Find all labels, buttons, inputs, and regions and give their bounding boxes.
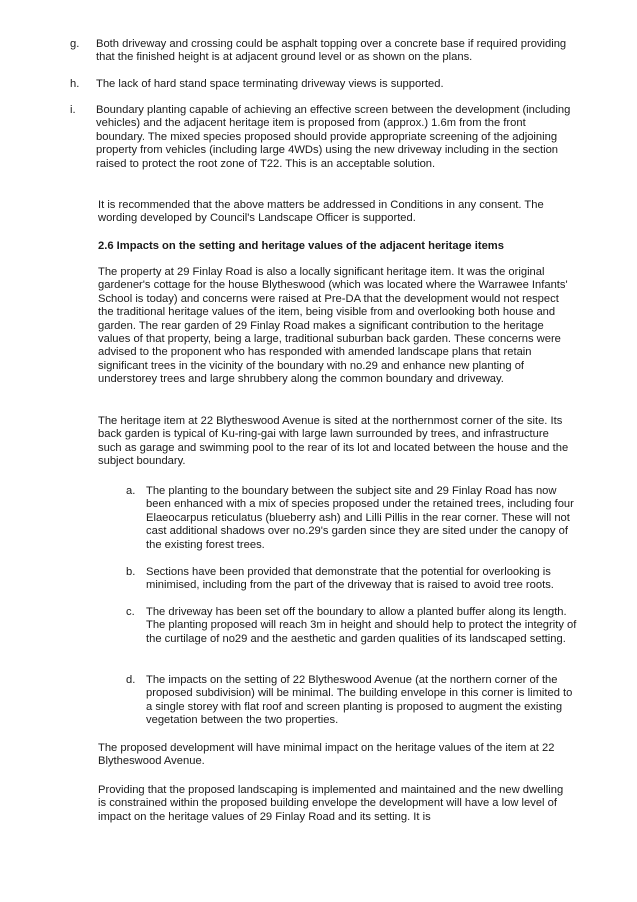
list-marker: h. bbox=[70, 78, 80, 90]
minimal-impact-paragraph: The proposed development will have minimal impact on the heritage values of the item at 22 Blytheswood Avenue. bbox=[98, 742, 555, 768]
sub-item-text: The planting to the boundary between the subject site and 29 Finlay Road has now been enhanced with a mix of species proposed under the retained trees, including four Elaeocarpus reticulatus (blueberry ash) and Lilli Pillis in the rear corner. These will not cast additional shadows over no.29's garden since they are sited under the canopy of the existing forest trees. bbox=[146, 485, 574, 551]
sub-marker: d. bbox=[126, 674, 136, 686]
sub-item-text: The driveway has been set off the boundary to allow a planted buffer along its length. The planting proposed will reach 3m in height and should help to protect the integrity of the curtilage of no29 and the aesthetic and garden qualities of its landscaped setting. bbox=[146, 606, 577, 645]
conclusion-paragraph: Providing that the proposed landscaping is implemented and maintained and the new dwelling is constrained within the proposed building envelope the development will have a low level of impact on the heritage values of 29 Finlay Road and its setting. It is bbox=[98, 784, 564, 823]
list-item-g bbox=[70, 38, 576, 65]
finlay-road-paragraph: The property at 29 Finlay Road is also a locally significant heritage item. It was the original gardener's cottage for the house Blytheswood (which was located where the Warrawee Infants' School is today) and concerns were raised at Pre-DA that the development would not respect the traditional heritage values of the item, being visible from and overlooking both house and garden. The rear garden of 29 Finlay Road makes a significant contribution to the heritage values of that property, being a large, traditional suburban back garden. These concerns were advised to the proponent who has responded with amended landscape plans that retain significant trees in the vicinity of the boundary with no.29 and enhance new planting of understorey trees and large shrubbery along the common boundary and driveway. bbox=[98, 266, 568, 386]
list-marker: g. bbox=[70, 38, 80, 50]
section-heading: 2.6 Impacts on the setting and heritage values of the adjacent heritage items bbox=[98, 240, 504, 252]
sub-marker: c. bbox=[126, 606, 135, 618]
list-item-text: Both driveway and crossing could be asphalt topping over a concrete base if required providing that the finished height is at adjacent ground level or as shown on the plans. bbox=[96, 38, 567, 64]
list-item-h bbox=[70, 78, 576, 91]
sub-item-b bbox=[126, 566, 580, 593]
sub-marker: b. bbox=[126, 566, 136, 578]
sub-item-text: The impacts on the setting of 22 Blytheswood Avenue (at the northern corner of the proposed subdivision) will be minimal. The building envelope in this corner is limited to a single storey with flat roof and screen planting is proposed to augment the existing vegetation between the two properties. bbox=[146, 674, 573, 727]
sub-item-c bbox=[126, 606, 580, 646]
sub-item-a bbox=[126, 485, 580, 552]
list-item-text: The lack of hard stand space terminating driveway views is supported. bbox=[96, 78, 444, 90]
sub-item-d bbox=[126, 674, 580, 728]
recommendation-paragraph: It is recommended that the above matters be addressed in Conditions in any consent. The wording developed by Council's Landscape Officer is supported. bbox=[98, 199, 544, 225]
sub-item-text: Sections have been provided that demonstrate that the potential for overlooking is minimised, including from the part of the driveway that is raised to avoid tree roots. bbox=[146, 566, 554, 592]
blytheswood-paragraph: The heritage item at 22 Blytheswood Avenue is sited at the northernmost corner of the site. Its back garden is typical of Ku-ring-gai with large lawn surrounded by trees, and infrastructure such as garage and swimming pool to the rear of its lot and located between the house and the subject boundary. bbox=[98, 415, 569, 468]
list-marker: i. bbox=[70, 104, 76, 116]
list-item-i bbox=[70, 104, 576, 171]
sub-marker: a. bbox=[126, 485, 136, 497]
list-item-text: Boundary planting capable of achieving an effective screen between the development (including vehicles) and the adjacent heritage item is proposed from (approx.) 1.6m from the front boundary. The mixed species proposed should provide appropriate screening of the adjoining property from vehicles (including large 4WDs) using the new driveway including in the section raised to protect the root zone of T22. This is an acceptable solution. bbox=[96, 104, 571, 170]
